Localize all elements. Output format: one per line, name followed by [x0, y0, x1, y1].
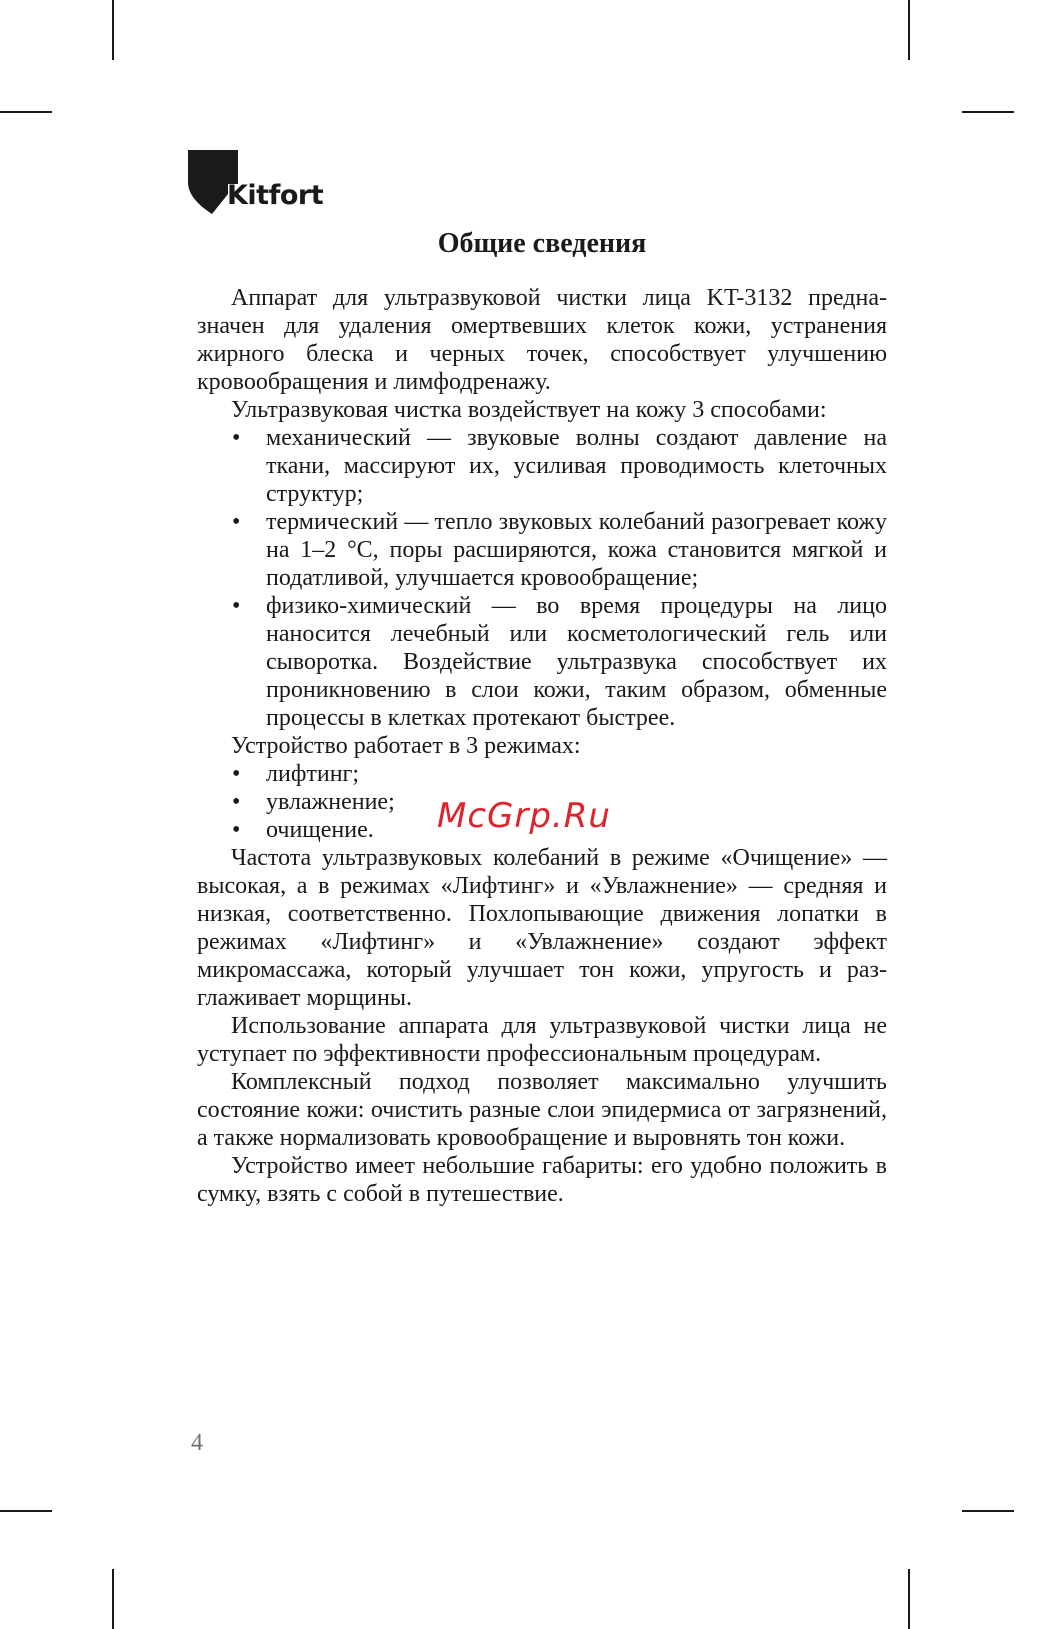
- crop-mark-left-bottom: [0, 1510, 52, 1512]
- crop-mark-right-bottom: [962, 1510, 1014, 1512]
- size-paragraph: Устройство имеет небольшие габариты: его удобно положить в сумку, взять с собой в путешествие.: [197, 1153, 887, 1207]
- crop-mark-top-left: [112, 0, 114, 60]
- methods-list: [197, 424, 887, 732]
- list-item: • очищение.: [197, 816, 887, 844]
- methods-intro-paragraph: Ультразвуковая чистка воздействует на кожу 3 способами:: [231, 397, 827, 423]
- page-number: 4: [191, 1430, 203, 1456]
- crop-mark-bottom-left: [112, 1569, 114, 1629]
- complex-approach-paragraph: Комплексный подход позволяет максимально улучшить состояние кожи: очистить разные слои эпидермиса от загрязнений, а также нормализовать кровообращение и выровнять тон кожи.: [197, 1069, 887, 1151]
- logo-text: Kitfort: [227, 180, 324, 211]
- crop-mark-bottom-right: [908, 1569, 910, 1629]
- list-item: • увлажнение;: [197, 788, 887, 816]
- list-item: • механический — звуковые волны создают давление на ткани, массируют их, усиливая проводимость клеточных структур;: [197, 424, 887, 508]
- list-item: • лифтинг;: [197, 760, 887, 788]
- document-body: [197, 226, 887, 1208]
- crop-mark-top-right: [908, 0, 910, 60]
- watermark: McGrp.Ru: [437, 796, 611, 836]
- modes-intro-paragraph: Устройство работает в 3 режимах:: [231, 733, 581, 759]
- crop-mark-left-top: [0, 111, 52, 113]
- intro-paragraph: Аппарат для ультразвуковой чистки лица KT-3132 предназначен для удаления омертвевших клеток кожи, устранения жирного блеска и черных точек, способствует улучшению кровообращения и лимфодренажу.: [197, 285, 887, 395]
- brand-logo: [188, 150, 323, 220]
- effectiveness-paragraph: Использование аппарата для ультразвуковой чистки лица не уступает по эффективности профессиональным процедурам.: [197, 1013, 887, 1067]
- crop-mark-right-top: [962, 111, 1014, 113]
- page-title: Общие сведения: [437, 228, 647, 259]
- list-item: • термический — тепло звуковых колебаний разогревает кожу на 1–2 °С, поры расширяются, кожа становится мягкой и податливой, улучшается кровообращение;: [197, 508, 887, 592]
- frequency-paragraph: Частота ультразвуковых колебаний в режиме «Очищение» — высокая, а в режимах «Лифтинг» и «Увлажнение» — средняя и низкая, соответственно. Похлопывающие движения лопатки в режимах «Лифтинг» и «Увлажнение» создают эффект микромассажа, который улучшает тон кожи, упругость и разглаживает морщины.: [197, 845, 887, 1011]
- list-item: • физико-химический — во время процедуры на лицо наносится лечебный или косметологический гель или сыворотка. Воздействие ультразвука способствует их проникновению в слои кожи, таким образом, обменные процессы в клетках протекают быстрее.: [197, 592, 887, 732]
